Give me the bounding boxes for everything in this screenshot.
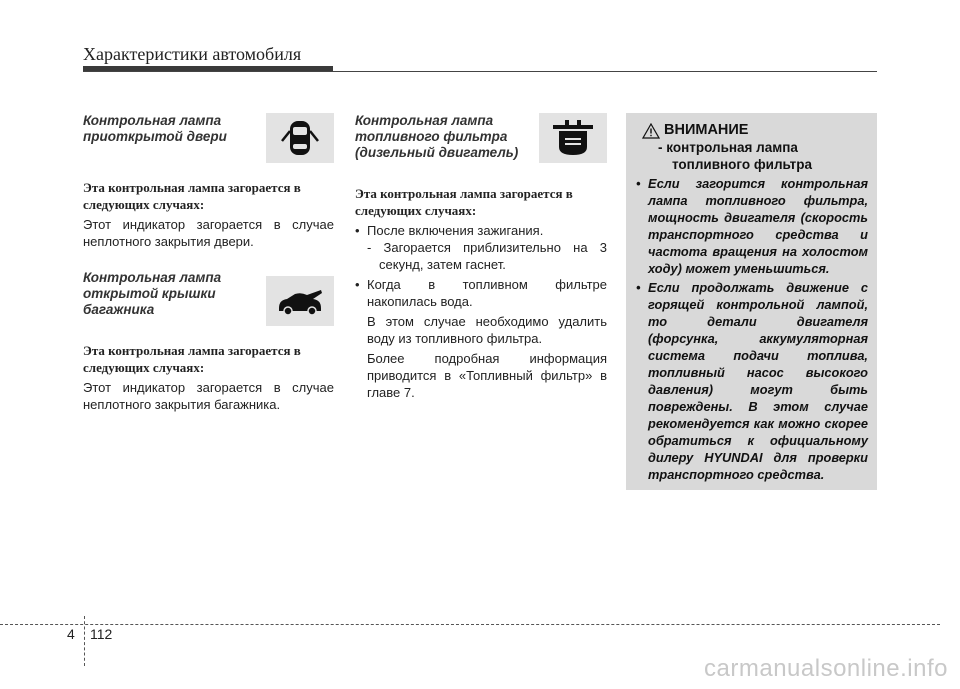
bullet-dot: • (355, 223, 360, 238)
warning-subtitle-line1: - контрольная лампа (658, 140, 798, 155)
fuel-filter-bullet-1-text: После включения зажигания. (367, 223, 544, 238)
warning-item-2 (636, 279, 868, 483)
door-lamp-title (83, 113, 253, 145)
door-ajar-icon (266, 113, 334, 163)
left-column (83, 113, 334, 433)
fuel-filter-intro (355, 185, 607, 219)
fuel-filter-bullet-2 (355, 276, 607, 310)
fuel-filter-bullet-1 (355, 222, 607, 239)
warning-subtitle-line2: топливного фильтра (672, 157, 813, 172)
bullet-dot: • (636, 176, 641, 191)
door-ajar-section (83, 113, 334, 250)
fuel-filter-title-line2: топливного фильтра (355, 129, 508, 144)
trunk-lamp-title-line2: открытой крышки (83, 286, 216, 301)
fuel-filter-section (355, 113, 607, 401)
trunk-lamp-title-line3: багажника (83, 302, 155, 317)
door-lamp-title-line1: Контрольная лампа (83, 113, 222, 128)
door-lamp-title-line2: приоткрытой двери (83, 129, 227, 144)
fuel-filter-title-line3: (дизельный двигатель) (355, 145, 519, 160)
trunk-lamp-title-line1: Контрольная лампа (83, 270, 222, 285)
bullet-dot: • (636, 280, 641, 295)
warning-triangle-icon (642, 123, 660, 139)
fuel-filter-para-2: Более подробная информация приводится в «Топливный фильтр» в главе 7. (367, 351, 607, 400)
door-body: Этот индикатор загорается в случае неплотного закрытия двери. (83, 217, 334, 249)
trunk-intro (83, 342, 334, 376)
footer-divider (84, 616, 85, 666)
trunk-intro-line1: Эта контрольная лампа загорается в (83, 343, 301, 358)
warning-item-1-text: Если загорится контрольная лампа топливного фильтра, мощность двигателя (скорость транспортного средства и частота вращения на холостом ходу) может уменьшиться. (648, 176, 868, 276)
page-header-title: Характеристики автомобиля (83, 44, 302, 64)
fuel-filter-para-1: В этом случае необходимо удалить воду из топливного фильтра. (367, 314, 607, 346)
fuel-filter-title-line1: Контрольная лампа (355, 113, 494, 128)
warning-item-1 (636, 175, 868, 277)
warning-box (626, 113, 877, 490)
footer-rule (0, 624, 940, 625)
door-intro-line2: следующих случаях: (83, 197, 205, 212)
fuel-filter-bullet-2-text: Когда в топливном фильтре накопилась вода. (367, 277, 607, 309)
warning-title: ВНИМАНИЕ (664, 122, 749, 138)
door-intro (83, 179, 334, 213)
page-number: 112 (90, 626, 113, 642)
warning-header (642, 122, 812, 173)
trunk-intro-line2: следующих случаях: (83, 360, 205, 375)
fuel-filter-lamp-title (355, 113, 525, 161)
fuel-filter-bullet-1-sub: - Загорается приблизительно на 3 секунд, затем гаснет. (367, 240, 607, 272)
warning-list (636, 175, 868, 485)
door-intro-line1: Эта контрольная лампа загорается в (83, 180, 301, 195)
fuel-filter-intro-line2: следующих случаях: (355, 203, 477, 218)
middle-column (355, 113, 607, 421)
trunk-open-icon (266, 276, 334, 326)
trunk-body: Этот индикатор загорается в случае неплотного закрытия багажника. (83, 380, 334, 412)
header-rule (83, 71, 877, 72)
trunk-lamp-title (83, 270, 253, 318)
chapter-number: 4 (67, 626, 75, 642)
trunk-open-section (83, 270, 334, 413)
fuel-filter-icon (539, 113, 607, 163)
bullet-dot: • (355, 277, 360, 292)
warning-item-2-text: Если продолжать движение с горящей контрольной лампой, то детали двигателя (форсунка, аккумуляторная система подачи топлива, топливный насос высокого давления) могут быть повреждены. В этом случае рекомендуется как можно скорее обратиться к официальному дилеру HYUNDAI для проверки транспортного средства. (648, 280, 868, 482)
fuel-filter-intro-line1: Эта контрольная лампа загорается в (355, 186, 573, 201)
watermark: carmanualsonline.info (704, 655, 948, 682)
